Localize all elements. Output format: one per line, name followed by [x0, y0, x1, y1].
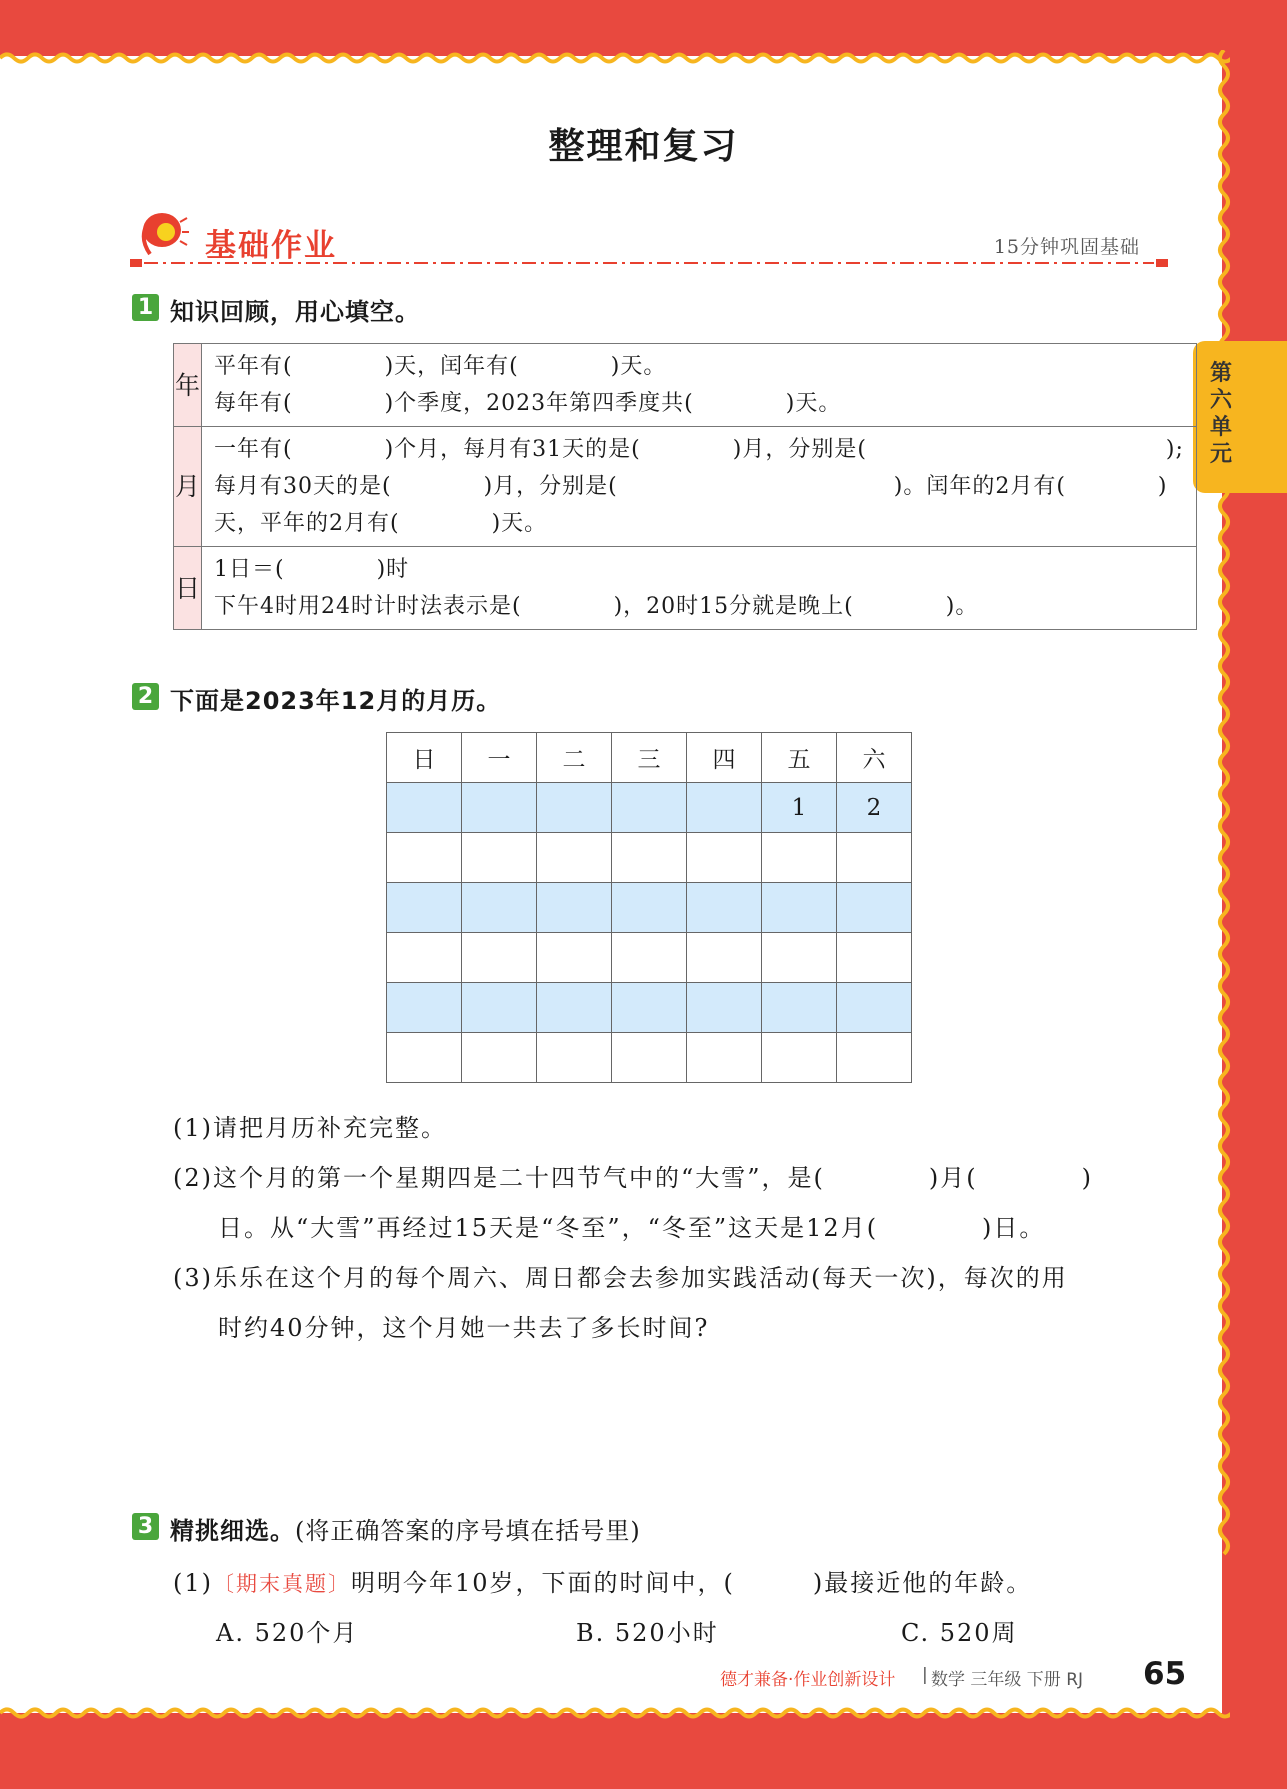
section-divider: [130, 258, 1170, 268]
page-title: 整理和复习: [548, 126, 739, 167]
footer-info: 数学 三年级 下册 RJ: [931, 1670, 1084, 1690]
calendar-cell: [612, 783, 687, 833]
blank-line: 1日＝( )时: [214, 557, 410, 582]
bell-icon: [130, 208, 190, 260]
calendar-week-row: [387, 983, 912, 1033]
calendar-cell: [762, 933, 837, 983]
row-body-day: [202, 547, 1197, 630]
time-units-table: [173, 343, 1197, 630]
footer-separator: |: [922, 1665, 928, 1685]
calendar-week-row: [387, 833, 912, 883]
calendar-cell: [837, 933, 912, 983]
calendar-cell: [837, 883, 912, 933]
blank-line: 天，平年的2月有( )天。: [214, 511, 548, 536]
weekday-header: 五: [762, 733, 837, 783]
question-1-text: 知识回顾，用心填空。: [170, 298, 420, 326]
q3-sub1-prefix: (1): [173, 1569, 213, 1597]
calendar-cell: [387, 933, 462, 983]
weekday-header: 二: [537, 733, 612, 783]
row-head-year: 年: [174, 344, 202, 427]
calendar-cell: 2: [837, 783, 912, 833]
calendar-cell: [837, 1033, 912, 1083]
wavy-border-right: [1214, 50, 1234, 1718]
calendar-cell: [537, 983, 612, 1033]
exam-tag: 〔期末真题〕: [213, 1572, 351, 1596]
wavy-border-top: [0, 50, 1230, 66]
option-c: C. 520周: [901, 1619, 1018, 1647]
calendar-cell: [612, 833, 687, 883]
option-a: A. 520个月: [216, 1619, 359, 1647]
weekday-header: 日: [387, 733, 462, 783]
calendar-cell: [762, 983, 837, 1033]
calendar-cell: [837, 983, 912, 1033]
row-body-month: [202, 427, 1197, 547]
q3-sub1-text: 明明今年10岁，下面的时间中，( )最接近他的年龄。: [351, 1569, 1033, 1597]
section-note: 15分钟巩固基础: [993, 236, 1140, 258]
blank-line: 下午4时用24时计时法表示是( )，20时15分就是晚上( )。: [214, 594, 979, 619]
table-row-day: [174, 547, 1197, 630]
calendar-header-row: [387, 733, 912, 783]
december-calendar: [386, 732, 912, 1083]
calendar-cell: [762, 883, 837, 933]
calendar-cell: [387, 783, 462, 833]
calendar-cell: [462, 833, 537, 883]
question-3-instruction: (将正确答案的序号填在括号里): [295, 1517, 641, 1545]
calendar-week-row: [387, 933, 912, 983]
q2-sub3-line2: 时约40分钟，这个月她一共去了多长时间?: [218, 1314, 710, 1342]
calendar-cell: [387, 883, 462, 933]
question-2-text: 下面是2023年12月的月历。: [170, 687, 502, 715]
q2-sub2-line1: (2)这个月的第一个星期四是二十四节气中的“大雪”，是( )月( ): [173, 1164, 1093, 1192]
calendar-cell: [612, 933, 687, 983]
table-row-month: [174, 427, 1197, 547]
calendar-cell: [537, 883, 612, 933]
question-number-2: 2: [132, 683, 159, 710]
calendar-cell: [612, 1033, 687, 1083]
blank-line: 每月有30天的是( )月，分别是( )。闰年的2月有( ): [214, 474, 1168, 499]
calendar-cell: [537, 1033, 612, 1083]
footer-brand: 德才兼备·作业创新设计: [720, 1670, 896, 1690]
question-number-3: 3: [132, 1513, 159, 1540]
calendar-cell: [687, 933, 762, 983]
weekday-header: 六: [837, 733, 912, 783]
calendar-cell: [462, 983, 537, 1033]
calendar-cell: [762, 833, 837, 883]
calendar-cell: [537, 833, 612, 883]
question-3-text: [170, 1511, 641, 1546]
calendar-cell: [462, 783, 537, 833]
row-body-year: [202, 344, 1197, 427]
calendar-cell: [612, 883, 687, 933]
calendar-cell: [612, 983, 687, 1033]
calendar-cell: [537, 783, 612, 833]
blank-line: 每年有( )个季度，2023年第四季度共( )天。: [214, 391, 842, 416]
blank-line: 平年有( )天，闰年有( )天。: [214, 354, 667, 379]
calendar-cell: [762, 1033, 837, 1083]
calendar-week-row: [387, 1033, 912, 1083]
page-number: 65: [1143, 1656, 1187, 1692]
q2-sub2-line2: 日。从“大雪”再经过15天是“冬至”，“冬至”这天是12月( )日。: [218, 1214, 1046, 1242]
q2-sub1: (1)请把月历补充完整。: [173, 1114, 447, 1142]
weekday-header: 一: [462, 733, 537, 783]
wavy-border-bottom: [0, 1705, 1230, 1721]
q3-sub1: [173, 1563, 1032, 1598]
calendar-cell: [687, 983, 762, 1033]
unit-tab-label: 第六单元: [1209, 361, 1232, 467]
calendar-cell: [837, 833, 912, 883]
calendar-cell: [387, 1033, 462, 1083]
calendar-week-row: [387, 883, 912, 933]
weekday-header: 三: [612, 733, 687, 783]
row-head-month: 月: [174, 427, 202, 547]
section-heading: 基础作业: [205, 228, 337, 264]
calendar-cell: [387, 983, 462, 1033]
calendar-cell: [537, 933, 612, 983]
question-number-1: 1: [132, 294, 159, 321]
calendar-cell: [687, 883, 762, 933]
option-b: B. 520小时: [576, 1619, 719, 1647]
calendar-cell: [462, 1033, 537, 1083]
calendar-week-row: [387, 783, 912, 833]
table-row-year: [174, 344, 1197, 427]
blank-line: 一年有( )个月，每月有31天的是( )月，分别是( );: [214, 437, 1184, 462]
question-3-title: 精挑细选。: [170, 1517, 295, 1545]
calendar-cell: [462, 883, 537, 933]
calendar-cell: [687, 783, 762, 833]
calendar-cell: [687, 833, 762, 883]
calendar-cell: [462, 933, 537, 983]
q2-sub3-line1: (3)乐乐在这个月的每个周六、周日都会去参加实践活动(每天一次)，每次的用: [173, 1264, 1068, 1292]
calendar-cell: 1: [762, 783, 837, 833]
weekday-header: 四: [687, 733, 762, 783]
calendar-cell: [687, 1033, 762, 1083]
row-head-day: 日: [174, 547, 202, 630]
calendar-cell: [387, 833, 462, 883]
